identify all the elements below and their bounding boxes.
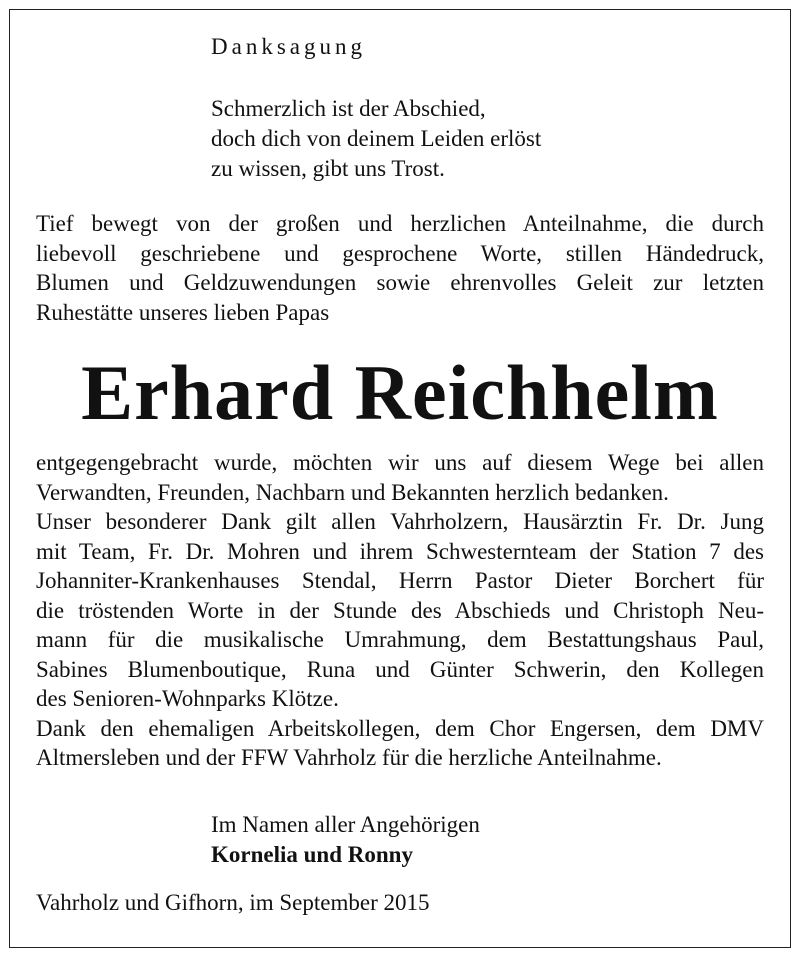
closing-phrase: Im Namen aller Angehörigen [211,812,480,837]
text-line: Sabines Blumenboutique, Runa und Günter Schwerin, den Kollegen [36,656,764,682]
text-line: Altmersleben und der FFW Vahrholz für die herzliche Anteilnahme. [36,745,662,770]
text-line: Blumen und Geldzuwendungen sowie ehrenvolles Geleit zur letzten [36,270,764,295]
text-line: liebevoll geschriebene und gesprochene Worte, stillen Händedruck, [36,240,764,266]
verse-line: Schmerzlich ist der Abschied, [211,96,486,121]
verse-line: zu wissen, gibt uns Trost. [211,156,445,181]
body-paragraph [36,448,764,773]
intro-paragraph [36,209,764,327]
text-line: Unser besonderer Dank gilt allen Vahrholzern, Hausärztin Fr. Dr. Jung [36,509,764,534]
verse-line: doch dich von deinem Leiden erlöst [211,126,542,151]
heading: Danksagung [211,34,366,59]
signatories: Kornelia und Ronny [211,842,413,867]
deceased-name: Erhard Reichhelm [81,349,719,436]
text-line: des Senioren-Wohnparks Klötze. [36,686,339,711]
text-line: Tief bewegt von der großen und herzlichen Anteilnahme, die durch [36,211,764,236]
text-line: Johanniter-Krankenhauses Stendal, Herrn Pastor Dieter Borchert für [36,568,764,593]
text-line: mit Team, Fr. Dr. Mohren und ihrem Schwesternteam der Station 7 des [36,538,764,564]
text-line: Dank den ehemaligen Arbeitskollegen, dem Chor Engersen, dem DMV [36,715,764,741]
place-date: Vahrholz und Gifhorn, im September 2015 [36,890,430,915]
text-line: Ruhestätte unseres lieben Papas [36,299,330,325]
text-line: mann für die musikalische Umrahmung, dem Bestattungshaus Paul, [36,627,764,652]
text-line: entgegengebracht wurde, möchten wir uns auf diesem Wege bei allen [36,450,764,475]
signature-block [211,810,480,870]
text-line: die tröstenden Worte in der Stunde des Abschieds und Christoph Neu- [36,597,764,623]
verse [211,94,541,184]
text-line: Verwandten, Freunden, Nachbarn und Bekannten herzlich bedanken. [36,479,669,505]
obituary-notice [9,9,791,948]
